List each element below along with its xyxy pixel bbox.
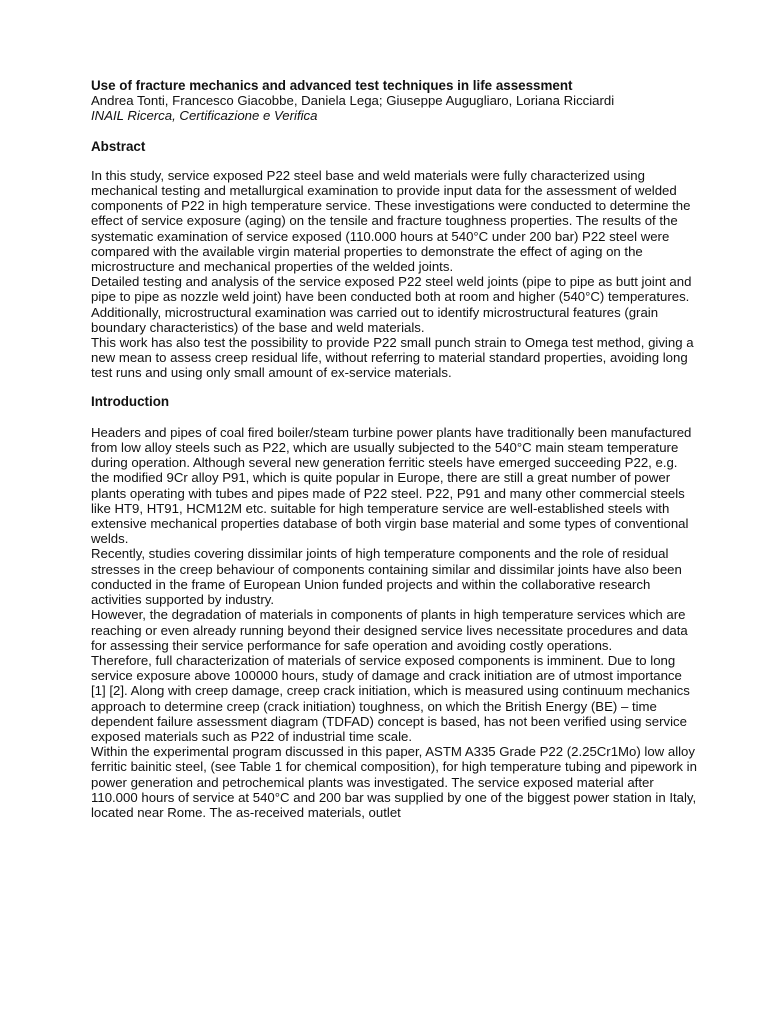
- introduction-body: [91, 425, 697, 820]
- abstract-paragraph: Detailed testing and analysis of the service exposed P22 steel weld joints (pipe to pipe as butt joint and pipe to pipe as nozzle weld joint) have been conducted both at room and higher (540°C) temperatures. Additionally, microstructural examination was carried out to identify microstructural features (grain boundary characteristics) of the base and weld materials.: [91, 274, 692, 335]
- paper-affiliation: INAIL Ricerca, Certificazione e Verifica: [91, 108, 318, 124]
- abstract-paragraph: In this study, service exposed P22 steel base and weld materials were fully characterized using mechanical testing and metallurgical examination to provide input data for the assessment of welded components of P22 in high temperature service. These investigations were conducted to determine the effect of service exposure (aging) on the tensile and fracture toughness properties. The results of the systematic examination of service exposed (110.000 hours at 540°C under 200 bar) P22 steel were compared with the available virgin material properties to demonstrate the effect of aging on the microstructure and mechanical properties of the welded joints.: [91, 167, 691, 275]
- abstract-body: [91, 168, 697, 381]
- abstract-paragraph: This work has also test the possibility to provide P22 small punch strain to Omega test method, giving a new mean to assess creep residual life, without referring to material standard properties, avoiding long test runs and using only small amount of ex-service materials.: [91, 335, 694, 381]
- paper-title: Use of fracture mechanics and advanced test techniques in life assessment: [91, 78, 573, 93]
- page-content: [91, 78, 697, 820]
- abstract-heading: Abstract: [91, 138, 146, 154]
- introduction-paragraph: Within the experimental program discussed in this paper, ASTM A335 Grade P22 (2.25Cr1Mo) low alloy ferritic bainitic steel, (see Table 1 for chemical composition), for high temperature tubing and pipework in power generation and petrochemical plants was investigated. The service exposed material after 110.000 hours of service at 540°C and 200 bar was supplied by one of the biggest power station in Italy, located near Rome. The as-received materials, outlet: [91, 744, 697, 820]
- introduction-paragraph: Therefore, full characterization of materials of service exposed components is imminent. Due to long service exposure above 100000 hours, study of damage and crack initiation are of utmost importance [1] [2]. Along with creep damage, creep crack initiation, which is measured using continuum mechanics approach to determine creep (crack initiation) toughness, on which the British Energy (BE) – time dependent failure assessment diagram (TDFAD) concept is based, has not been verified using service exposed materials such as P22 of industrial time scale.: [91, 652, 690, 744]
- paper-authors: Andrea Tonti, Francesco Giacobbe, Daniela Lega; Giuseppe Augugliaro, Loriana Ricciardi: [91, 93, 615, 109]
- introduction-heading: Introduction: [91, 393, 170, 409]
- introduction-paragraph: Headers and pipes of coal fired boiler/steam turbine power plants have traditionally been manufactured from low alloy steels such as P22, which are usually subjected to the 540°C main steam temperature during operation. Although several new generation ferritic steels have emerged succeeding P22, e.g. the modified 9Cr alloy P91, which is quite popular in Europe, there are still a great number of power plants operating with tubes and pipes made of P22 steel. P22, P91 and many other commercial steels like HT9, HT91, HCM12M etc. suitable for high temperature service are well-established steels with extensive mechanical properties database of both virgin base material and some types of conventional welds.: [91, 424, 692, 547]
- introduction-paragraph: Recently, studies covering dissimilar joints of high temperature components and the role of residual stresses in the creep behaviour of components containing similar and dissimilar joints have also been conducted in the frame of European Union funded projects and within the collaborative research activities supported by industry.: [91, 546, 682, 608]
- introduction-paragraph: However, the degradation of materials in components of plants in high temperature services which are reaching or even already running beyond their designed service lives necessitate procedures and data for assessing their service performance for safe operation and avoiding costly operations.: [91, 607, 688, 653]
